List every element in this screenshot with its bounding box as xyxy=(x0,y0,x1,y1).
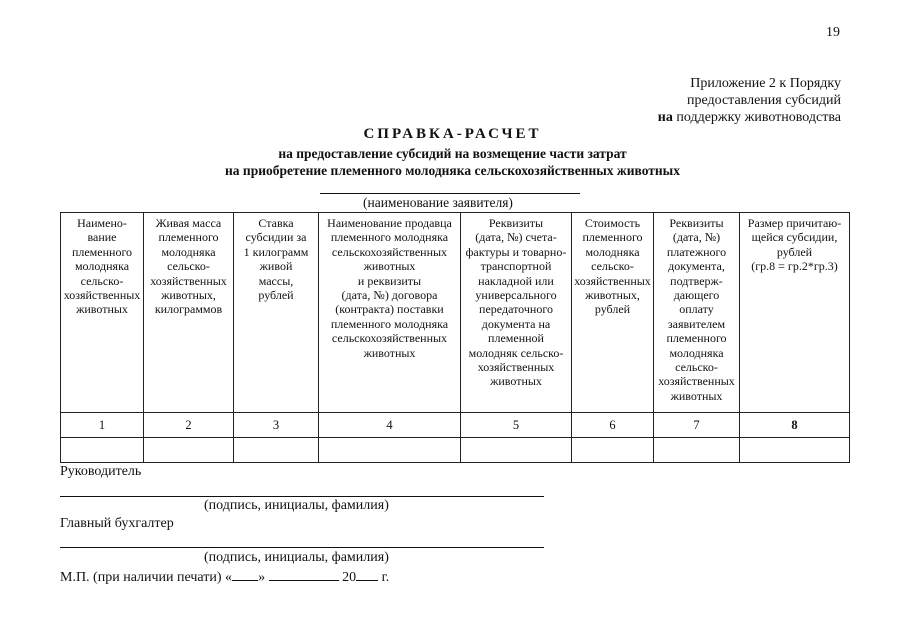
data-cell[interactable] xyxy=(61,438,144,463)
appendix-line-3-bold: на xyxy=(657,110,673,125)
seal-prefix: М.П. (при наличии печати) « xyxy=(60,570,233,585)
accountant-signature-caption: (подпись, инициалы, фамилия) xyxy=(204,550,389,565)
accountant-signature-label: Главный бухгалтер xyxy=(60,516,174,531)
header-text: Живая масса племенного молодняка сельско- хозяйственных животных, килограммов xyxy=(150,216,227,317)
accountant-signature-line[interactable] xyxy=(60,547,544,548)
header-cell xyxy=(461,213,572,413)
document-title: СПРАВКА-РАСЧЕТ xyxy=(363,126,542,142)
column-number-row xyxy=(61,413,850,438)
header-text: Стоимость племенного молодняка сельско- хозяйственных животных, рублей xyxy=(574,216,651,317)
year-blank[interactable] xyxy=(356,567,378,581)
applicant-name-caption: (наименование заявителя) xyxy=(363,195,513,210)
column-number: 3 xyxy=(234,413,319,438)
data-cell[interactable] xyxy=(144,438,234,463)
seal-date-line xyxy=(60,567,389,586)
header-text: Наименование продавца племенного молодняка сельскохозяйственных животных и реквизиты (дата, №) договора (контракта) поставки племенного молодняка сельскохозяйственных животных xyxy=(327,216,452,360)
header-cell xyxy=(61,213,144,413)
header-cell xyxy=(740,213,850,413)
column-number: 4 xyxy=(319,413,461,438)
appendix-line-1: Приложение 2 к Порядку xyxy=(690,76,841,91)
appendix-line-2: предоставления субсидий xyxy=(686,93,841,108)
page-number: 19 xyxy=(826,25,840,40)
column-number: 2 xyxy=(144,413,234,438)
header-cell xyxy=(144,213,234,413)
appendix-line-3-rest: поддержку животноводства xyxy=(672,110,841,125)
data-cell[interactable] xyxy=(572,438,654,463)
document-subtitle-line-1: на предоставление субсидий на возмещение части затрат xyxy=(278,146,627,161)
data-cell[interactable] xyxy=(319,438,461,463)
header-cell xyxy=(234,213,319,413)
table-row xyxy=(61,438,850,463)
month-blank[interactable] xyxy=(269,567,339,581)
header-cell xyxy=(654,213,740,413)
header-text: Реквизиты (дата, №) счета- фактуры и товарно- транспортной накладной или универсального передаточного документа на племенной молодняк сельско- хозяйственных животных xyxy=(465,216,567,389)
data-cell[interactable] xyxy=(740,438,850,463)
column-number: 5 xyxy=(461,413,572,438)
applicant-name-line[interactable] xyxy=(320,193,580,194)
data-cell[interactable] xyxy=(461,438,572,463)
document-subtitle-line-2: на приобретение племенного молодняка сельскохозяйственных животных xyxy=(225,163,680,178)
column-number: 1 xyxy=(61,413,144,438)
header-cell xyxy=(319,213,461,413)
column-number: 8 xyxy=(740,413,850,438)
year-suffix: г. xyxy=(381,570,390,585)
day-blank[interactable] xyxy=(232,567,258,581)
appendix-line-3 xyxy=(658,110,841,126)
column-number: 7 xyxy=(654,413,740,438)
header-text: Ставка субсидии за 1 килограмм живой массы, рублей xyxy=(243,216,309,303)
year-prefix: 20 xyxy=(342,570,357,585)
data-cell[interactable] xyxy=(234,438,319,463)
data-cell[interactable] xyxy=(654,438,740,463)
header-text: Размер причитаю- щейся субсидии, рублей (гр.8 = гр.2*гр.3) xyxy=(747,216,842,274)
head-signature-line[interactable] xyxy=(60,496,544,497)
header-text: Реквизиты (дата, №) платежного документа, подтверж- дающего оплату заявителем племенного молодняка сельско- хозяйственных животных xyxy=(658,216,735,403)
header-cell xyxy=(572,213,654,413)
seal-quote-close: » xyxy=(258,570,266,585)
head-signature-label: Руководитель xyxy=(60,464,142,479)
column-number: 6 xyxy=(572,413,654,438)
header-text: Наимено- вание племенного молодняка сельско- хозяйственных животных xyxy=(63,216,141,317)
head-signature-caption: (подпись, инициалы, фамилия) xyxy=(204,498,389,513)
subsidy-calculation-table xyxy=(60,212,850,463)
header-row xyxy=(61,213,850,413)
